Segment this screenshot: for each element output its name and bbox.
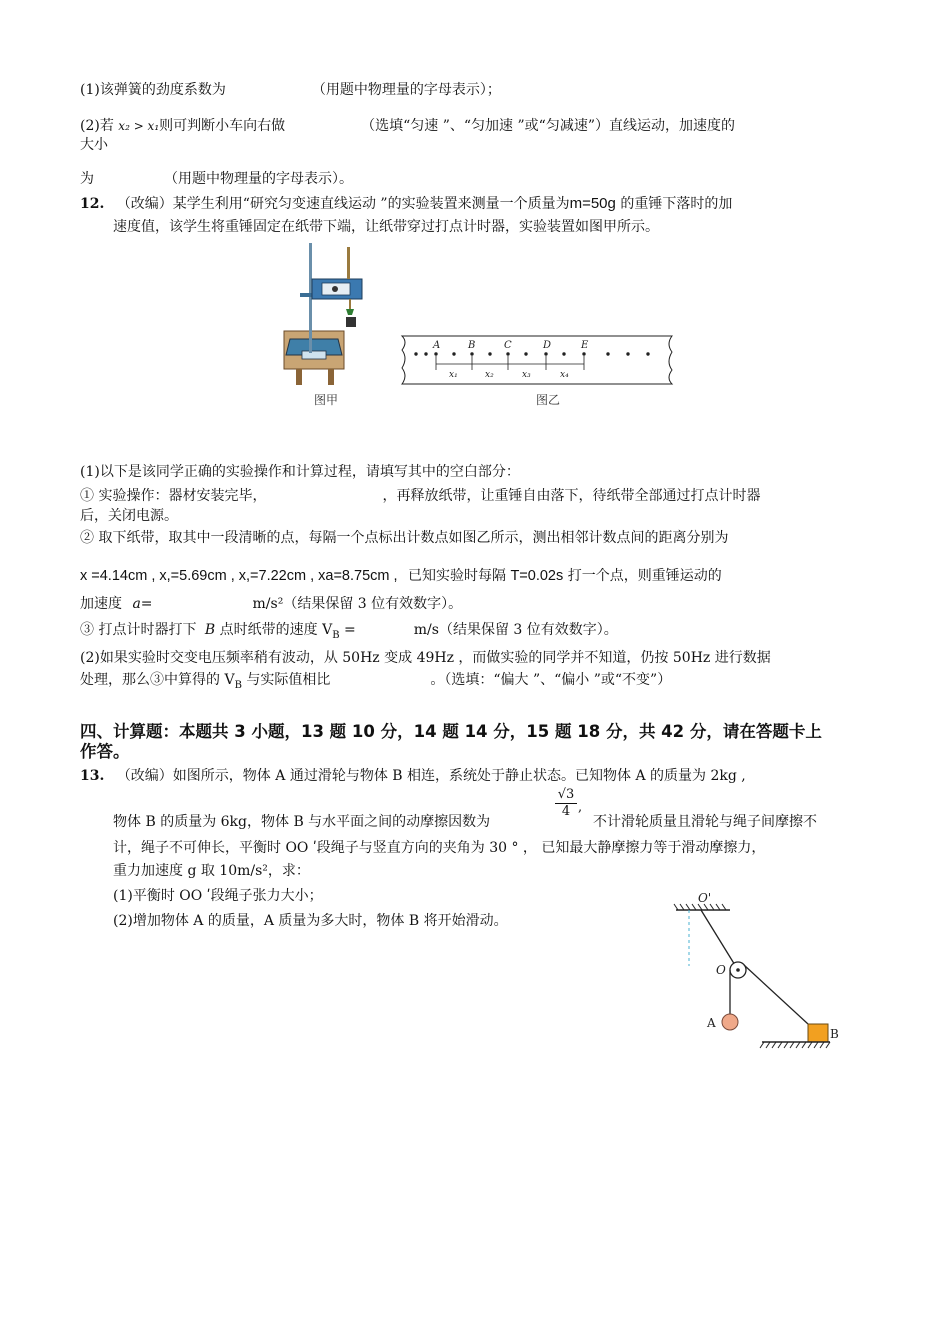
q13-fraction (555, 787, 577, 820)
q11-part3-hint: （用题中物理量的字母表示）。 (164, 171, 353, 187)
q13-sub1: (1)平衡时 OO ʹ段绳子张力大小； (113, 888, 323, 904)
tape-point-a: A (433, 340, 441, 351)
tape-seg-x3: x₃ (522, 370, 531, 380)
q13-number: 13. (80, 768, 105, 784)
q12-values-text-c: 打一个点，则重锤运动的 (567, 568, 722, 584)
q12-measured-values: x =4.14cm , x,=5.69cm , x,=7.22cm , xa=8.75cm , (80, 568, 398, 584)
q12-number: 12. (80, 196, 105, 212)
q12-values (80, 566, 722, 586)
q11-part2-text-b: 则可判断小车向右做 (159, 118, 286, 134)
q12-acc-label: 加速度 (80, 596, 122, 612)
tape-point-e: E (581, 340, 589, 351)
q13-line1 (80, 766, 746, 786)
q13-line3: 计，绳子不可伸长，平衡时 OO ʹ段绳子与竖直方向的夹角为 30 ° ， 已知最大静摩擦力等于滑动摩擦力， (113, 840, 766, 856)
q12-period: T=0.02s (510, 568, 564, 584)
fraction-numerator: √3 (555, 787, 577, 804)
q12-part2-a: (2)如果实验时交变电压频率稍有波动，从 50Hz 变成 49Hz ，而做实验的同学并不知道，仍按 50Hz 进行数据 (80, 650, 771, 666)
q12-step3-c: 点时纸带的速度 V (219, 622, 333, 638)
figure-b-caption: 图乙 (536, 393, 561, 407)
section-4-heading-b: 作答。 (80, 742, 130, 761)
q12-part2-b (80, 670, 671, 696)
q12-part2-c: 与实际值相比 (241, 672, 331, 688)
q11-part2-text: (2)若 (80, 118, 114, 134)
label-a: A (707, 1016, 716, 1030)
q12-step3 (80, 620, 618, 646)
q12-operation-c: 后，关闭电源。 (80, 508, 178, 524)
q13-comma: , (578, 800, 583, 815)
q12-step3-a: ③ 打点计时器打下 (80, 622, 197, 638)
q12-line1 (80, 194, 732, 214)
fraction-denominator: 4 (561, 804, 571, 819)
figure-a-apparatus (282, 243, 382, 393)
q11-part2-hint: （选填“匀速 ”、“匀加速 ”或“匀减速”）直线运动，加速度的 (361, 118, 735, 134)
q12-acceleration (80, 594, 462, 614)
q11-part1-hint: （用题中物理量的字母表示）； (311, 82, 501, 98)
q12-step3-b: B (204, 622, 216, 638)
q12-step3-e: m/s（结果保留 3 位有效数字）。 (413, 622, 618, 638)
q12-values-text: 已知实验时每隔 (408, 568, 506, 584)
q12-part2-b-text: 处理，那么③中算得的 V (80, 672, 235, 688)
q11-part2-text-c: 大小 (80, 137, 108, 153)
q12-step3-d: = (339, 622, 356, 638)
q12-acc-unit: m/s²（结果保留 3 位有效数字）。 (252, 596, 463, 612)
label-o-prime: O' (698, 891, 712, 905)
q12-part2-d: 。（选填：“偏大 ”、“偏小 ”或“不变”） (430, 672, 672, 688)
section-4-heading: 四、计算题：本题共 3 小题，13 题 10 分，14 题 14 分，15 题 18 分，共 42 分，请在答题卡上 (80, 722, 822, 741)
q11-part3-text: 为 (80, 171, 94, 187)
q13-sub2: (2)增加物体 A 的质量，A 质量为多大时，物体 B 将开始滑动。 (113, 913, 508, 929)
tape-seg-x1: x₁ (449, 370, 458, 380)
tape-point-c: C (504, 340, 512, 351)
q13-line2-b: 不计滑轮质量且滑轮与绳子间摩擦不 (593, 814, 817, 830)
q11-part1 (80, 80, 501, 100)
q12-step3-sub: B (332, 629, 340, 641)
q12-mass: m=50g (569, 195, 616, 212)
q11-math-inequality: x₂ > x₁ (118, 119, 160, 133)
q12-sub1-intro: (1)以下是该同学正确的实验操作和计算过程，请填写其中的空白部分： (80, 464, 520, 480)
q12-part2-sub: B (234, 679, 242, 691)
tape-point-d: D (543, 340, 552, 351)
tape-point-b: B (468, 340, 476, 351)
q12-operation-a: ① 实验操作：器材安装完毕， (80, 488, 267, 504)
q11-part2 (80, 116, 735, 136)
q12-operation (80, 486, 760, 506)
q13-line4: 重力加速度 g 取 10m/s²，求： (113, 863, 310, 879)
label-o: O (716, 963, 726, 977)
q12-step2: ② 取下纸带，取其中一段清晰的点，每隔一个点标出计数点如图乙所示，测出相邻计数点间的距离分别为 (80, 530, 729, 546)
q13-line1-text: （改编）如图所示，物体 A 通过滑轮与物体 B 相连，系统处于静止状态。已知物体 A 的质量为 2kg , (116, 768, 746, 784)
q11-part3 (80, 169, 353, 189)
q12-line1-end: 的重锤下落时的加 (620, 196, 733, 212)
q12-operation-b: ，再释放纸带，让重锤自由落下，待纸带全部通过打点计时器 (382, 488, 761, 504)
tape-seg-x2: x₂ (485, 370, 494, 380)
figure-q13-pulley (666, 888, 850, 1052)
label-b: B (830, 1027, 839, 1041)
q13-line2 (113, 812, 490, 832)
q13-line2-a: 物体 B 的质量为 6kg，物体 B 与水平面之间的动摩擦因数为 (113, 814, 491, 830)
q12-line2: 速度值，该学生将重锤固定在纸带下端，让纸带穿过打点计时器，实验装置如图甲所示。 (113, 219, 659, 235)
tape-seg-x4: x₄ (560, 370, 569, 380)
q11-part1-text: (1)该弹簧的劲度系数为 (80, 82, 226, 98)
figure-a-caption: 图甲 (314, 393, 339, 407)
q12-line1-text: （改编）某学生利用“研究匀变速直线运动 ”的实验装置来测量一个质量为 (116, 196, 570, 212)
q12-acc-var: a= (132, 596, 153, 612)
figure-b-tape (396, 332, 676, 388)
